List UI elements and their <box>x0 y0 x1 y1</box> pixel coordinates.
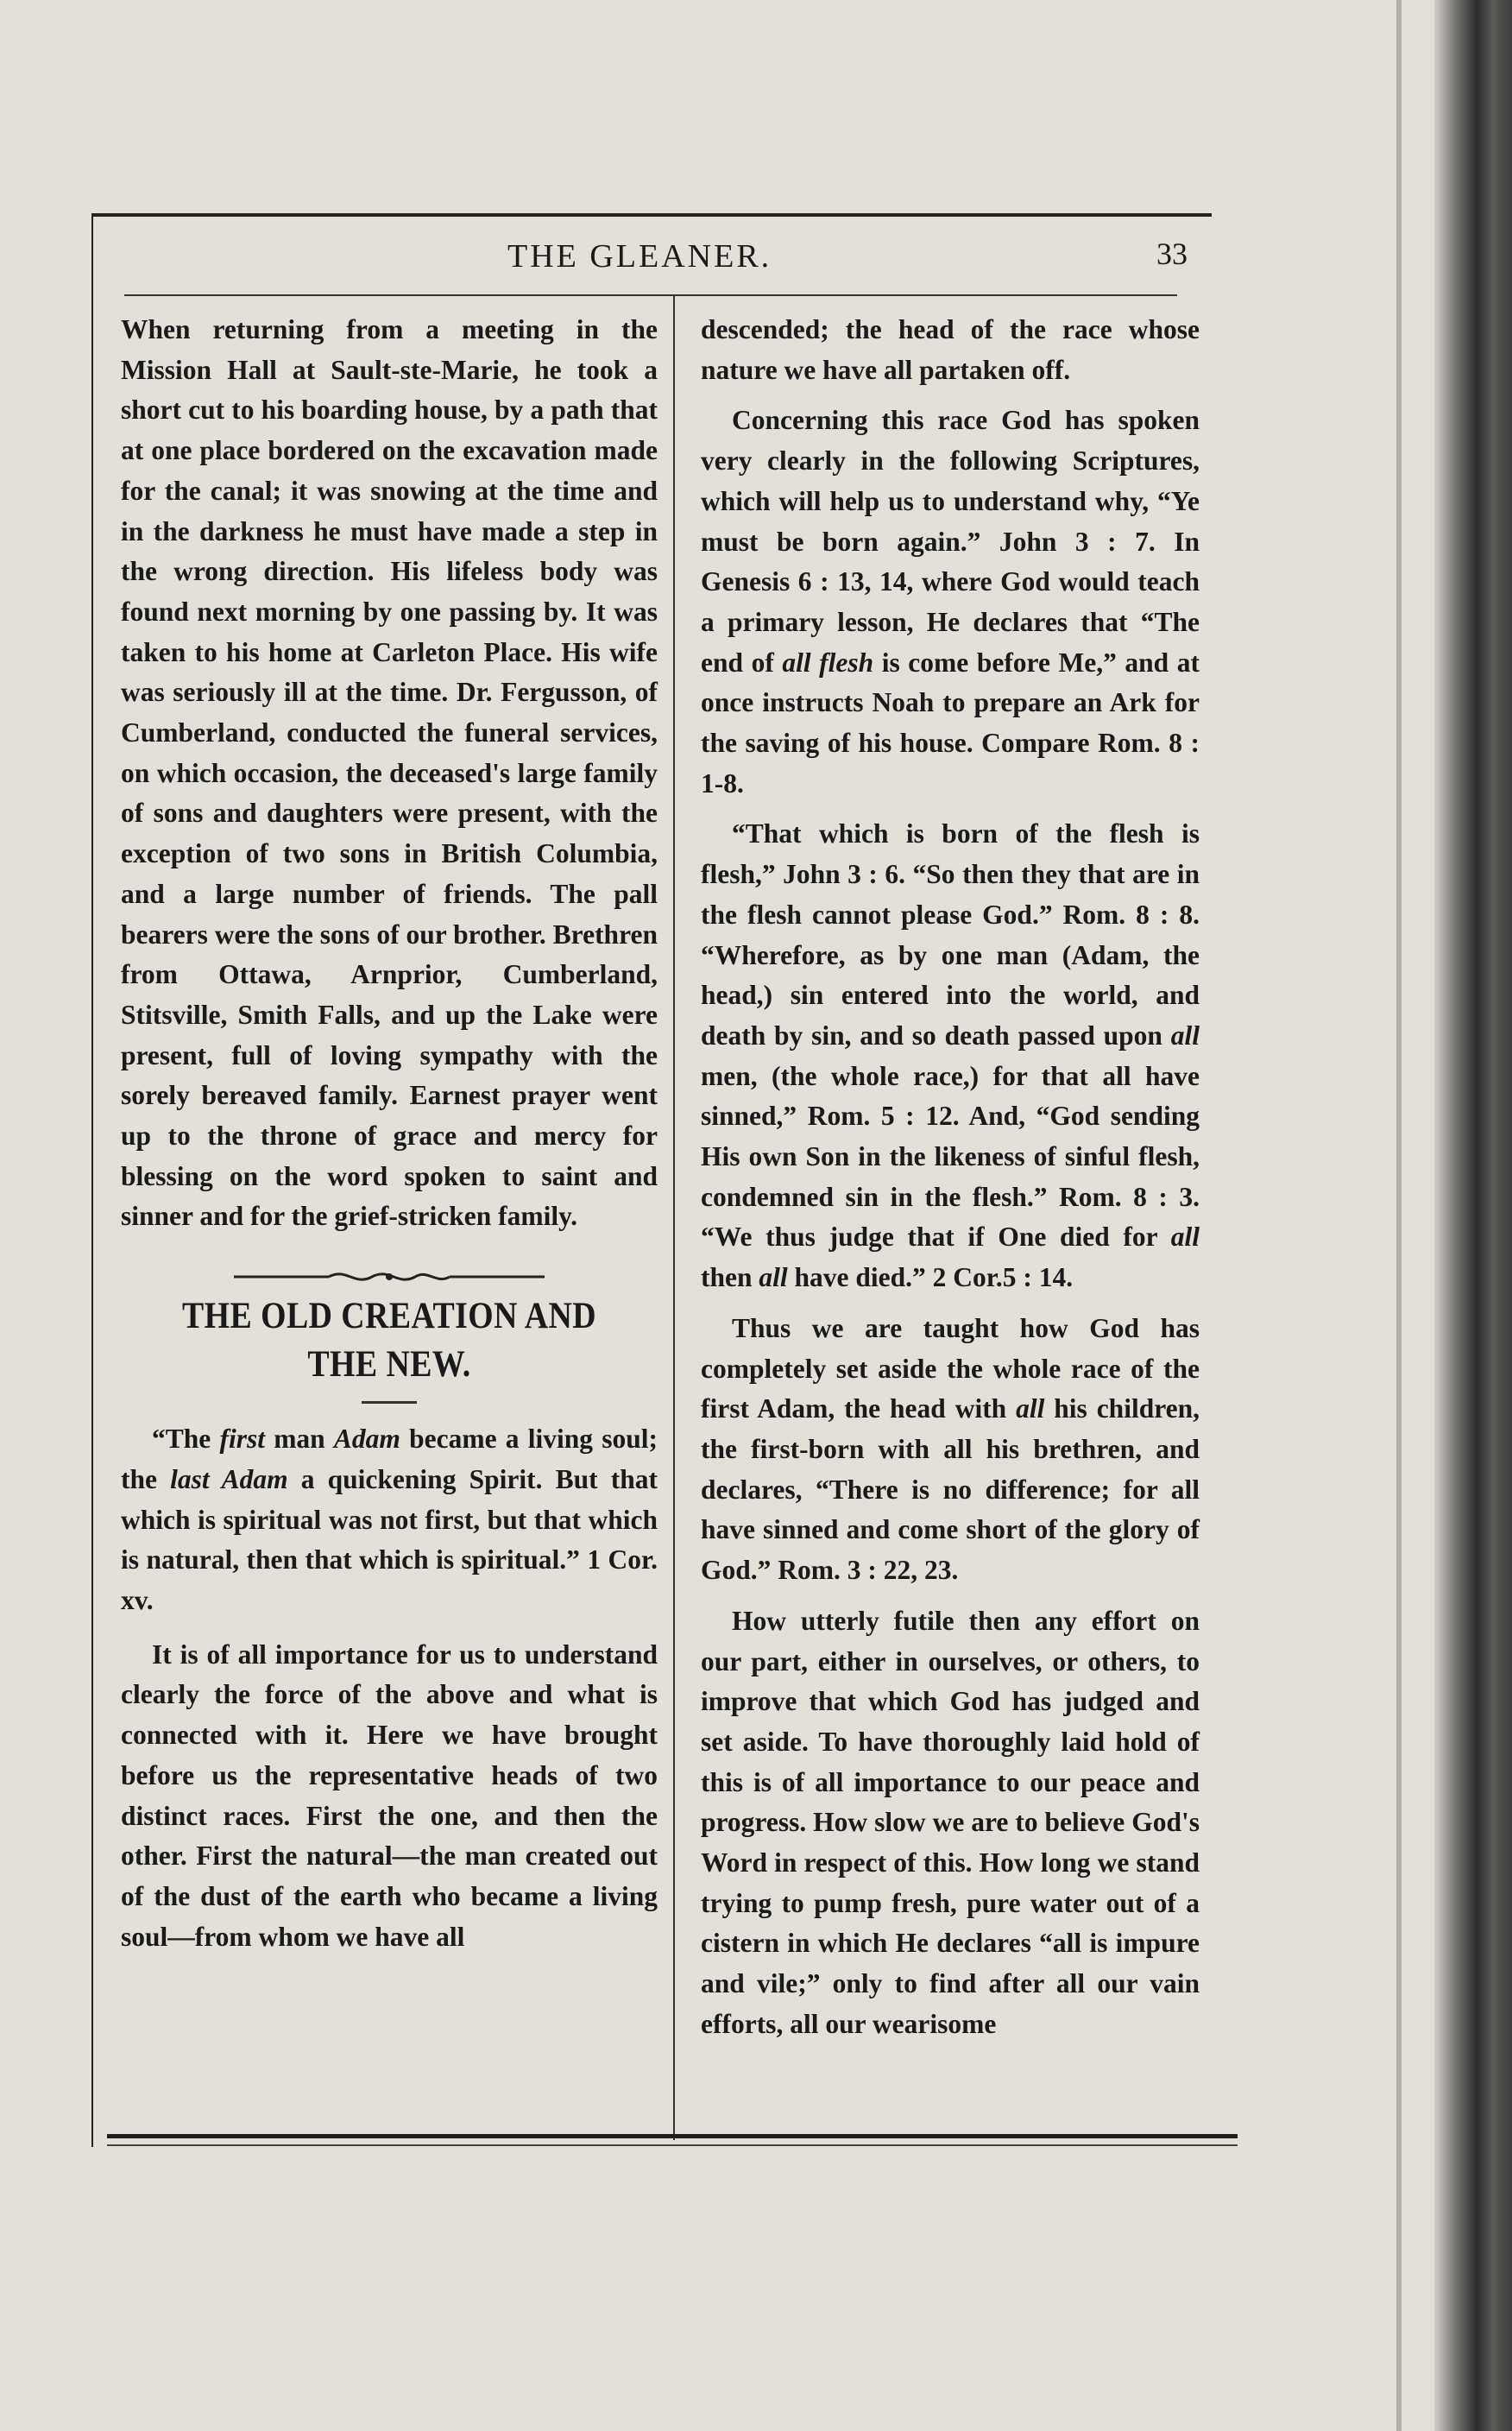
column-divider <box>673 296 675 2140</box>
paragraph-text: “That which is born of the flesh is flesh,” John 3 : 6. “So then they that are in the flesh cannot please God.” Rom. 8 : 8. “Wherefore, as by one man (Adam, the head,) sin entered into the world, and death by sin, and so death passed upon <box>701 818 1200 1051</box>
paragraph-italic: all flesh <box>782 647 874 678</box>
book-spine-edge <box>1434 0 1512 2431</box>
quote-italic: last Adam <box>170 1463 288 1494</box>
paragraph-italic: all <box>1170 1222 1200 1253</box>
article-paragraph <box>701 401 1200 804</box>
header-rule <box>124 294 1177 296</box>
obituary-paragraph: When returning from a meeting in the Mission Hall at Sault-ste-Marie, he took a short cut to his boarding house, by a path that at one place bordered on the excavation made for the canal; it was snowing at the time and in the darkness he must have made a step in the wrong direction. His lifeless body was found next morning by one passing by. It was taken to his home at Carleton Place. His wife was seriously ill at the time. Dr. Fergusson, of Cumberland, conducted the funeral services, on which occasion, the deceased's large family of sons and daughters were present, with the exception of two sons in British Columbia, and a large number of friends. The pall bearers were the sons of our brother. Brethren from Ottawa, Arnprior, Cumberland, Stitsville, Smith Falls, and up the Lake were present, full of loving sympathy with the sorely bereaved family. Earnest prayer went up to the throne of grace and mercy for blessing on the word spoken to saint and sinner and for the grief-stricken family. <box>121 314 658 1232</box>
paragraph-text: have died.” 2 Cor.5 : 14. <box>787 1262 1074 1293</box>
article-paragraph: It is of all importance for us to understand clearly the force of the above and what is connected with it. Here we have brought before us the representative heads of two distinct races. First the one, and then the other. First the natural—the man created out of the dust of the earth who became a living soul—from whom we have all <box>121 1639 658 1952</box>
paragraph-italic: all <box>759 1262 788 1293</box>
paragraph-italic: all <box>1170 1020 1200 1051</box>
quote-text: “The <box>152 1424 220 1455</box>
quote-text: man <box>264 1424 334 1455</box>
ornament-flourish-icon <box>225 1266 553 1288</box>
bottom-rule-thin <box>107 2144 1238 2146</box>
paragraph-text: is come before Me,” and at once instructs Noah to prepare an Ark for the saving of his house. Compare Rom. 8 : 1-8. <box>701 647 1200 799</box>
paragraph-text: Thus we are taught how God has completely set aside the whole race of the first Adam, the head with <box>701 1312 1200 1424</box>
paragraph-italic: all <box>1016 1393 1045 1424</box>
section-heading-line1: THE OLD CREATION AND <box>181 1296 597 1337</box>
right-column <box>701 310 1200 2045</box>
page-number: 33 <box>1156 237 1188 271</box>
bottom-rule <box>107 2134 1238 2138</box>
quote-italic: first <box>219 1424 265 1455</box>
section-heading-line2: THE NEW. <box>307 1344 471 1386</box>
paragraph-text: his children, the first-born with all his brethren, and declares, “There is no difference; for all have sinned and come short of the glory of God.” Rom. 3 : 22, 23. <box>701 1393 1200 1586</box>
section-heading <box>153 1292 625 1389</box>
article-paragraph-continued: descended; the head of the race whose nature we have all partaken off. <box>701 314 1200 385</box>
epigraph-quote <box>121 1419 658 1621</box>
paragraph-text: Concerning this race God has spoken very clearly in the following Scriptures, which will help us to understand why, “Ye must be born again.” John 3 : 7. In Genesis 6 : 13, 14, where God would teach a primary lesson, He declares that “The end of <box>701 405 1200 678</box>
quote-text: a quickening Spirit. But that which is spiritual was not first, but that which is natural, then that which is spiritual.” 1 Cor. xv. <box>121 1463 658 1615</box>
article-paragraph <box>701 814 1200 1298</box>
article-paragraph <box>701 1309 1200 1591</box>
page-shadow-line <box>1396 0 1402 2431</box>
ornament-divider <box>121 1260 658 1284</box>
journal-title: THE GLEANER. <box>507 238 772 275</box>
left-column <box>121 310 658 1957</box>
article-paragraph: How utterly futile then any effort on our part, either in ourselves, or others, to improve that which God has judged and set aside. To have thoroughly laid hold of this is of all importance to our peace and progress. How slow we are to believe God's Word in respect of this. How long we stand trying to pump fresh, pure water out of a cistern in which He declares “all is impure and vile;” only to find after all our vain efforts, all our wearisome <box>701 1605 1200 2039</box>
running-header <box>93 230 1212 282</box>
paragraph-text: then <box>701 1262 759 1293</box>
quote-italic: Adam <box>333 1424 400 1455</box>
paragraph-text: men, (the whole race,) for that all have sinned,” Rom. 5 : 12. And, “God sending His own Son in the likeness of sinful flesh, condemned sin in the flesh.” Rom. 8 : 3. “We thus judge that if One died for <box>701 1060 1200 1253</box>
quote-text: became a living soul; the <box>121 1424 658 1494</box>
page-frame <box>91 213 1212 2147</box>
heading-rule <box>362 1401 417 1404</box>
